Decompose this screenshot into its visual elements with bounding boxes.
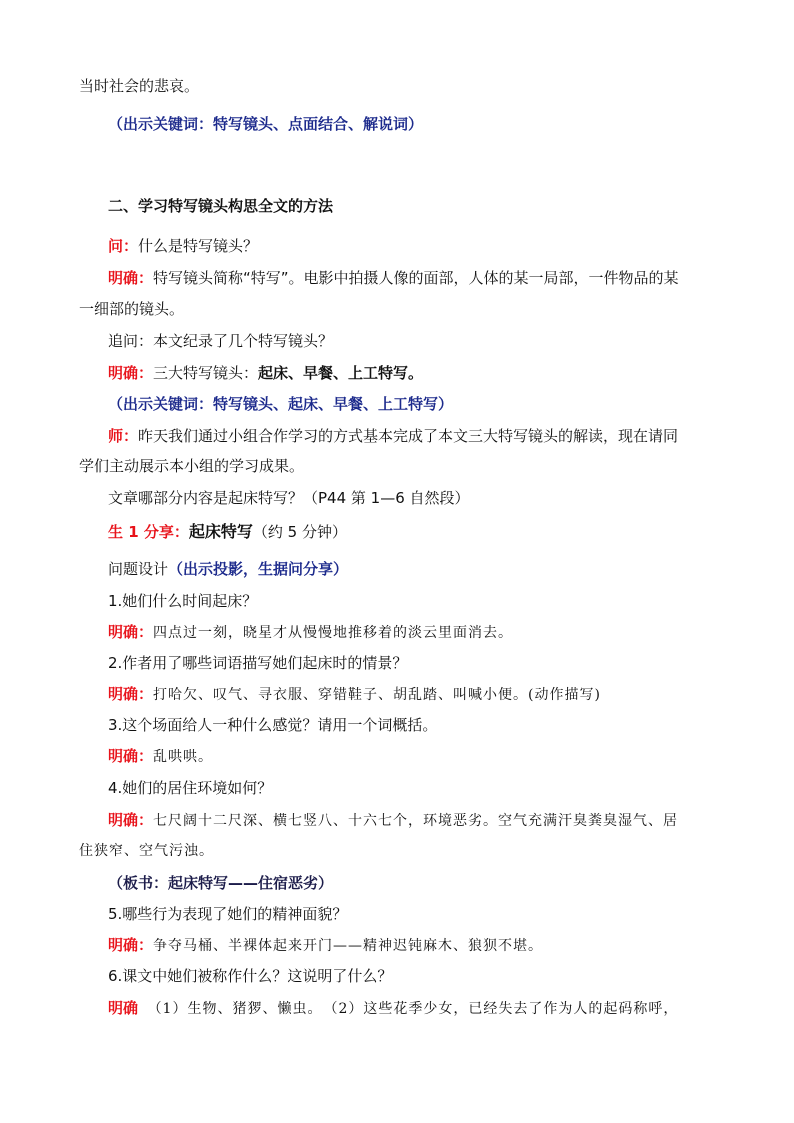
design-question-3: 3.这个场面给人一种什么感觉？请用一个词概括。 [108,716,438,734]
design-question-2: 2.作者用了哪些词语描写她们起床时的情景？ [108,654,408,672]
answer-label: 明确： [108,747,154,765]
question-3: 文章哪部分内容是起床特写？（P44 第 1—6 自然段） [108,489,470,507]
design-answer-1 [108,622,513,643]
answer-label: 明确： [108,811,154,829]
design-answer-5 [108,935,543,956]
design-answer-4-line-2: 住狭窄、空气污浊。 [79,843,214,859]
answer-text: 打哈欠、叹气、寻衣服、穿错鞋子、胡乱踏、叫喊小便。(动作描写) [153,687,601,703]
answer-text: 乱哄哄。 [153,749,214,765]
answer-text: （1）生物、猪猡、懒虫。 （2）这些花季少女，已经失去了作为人的起码称呼， [147,1001,679,1017]
answer-text: 七尺阔十二尺深、横七竖八、十六七个，环境恶劣。空气充满汗臭粪臭湿气、居 [153,813,679,829]
design-label: 问题设计 [108,560,169,578]
follow-up-question: 追问：本文纪录了几个特写镜头？ [108,332,334,350]
answer-text: 特写镜头简称“特写”。电影中拍摄人像的面部，人体的某一局部，一件物品的某 [153,269,679,287]
keywords-note-2: （出示关键词：特写镜头、起床、早餐、上工特写） [108,395,454,413]
teacher-label: 师： [108,427,139,445]
answer-text: 四点过一刻，晓星才从慢慢地推移着的淡云里面消去。 [153,625,514,641]
design-answer-2 [108,684,601,705]
question-1 [108,236,258,256]
student-share-heading [108,522,347,542]
answer-text: 争夺马桶、半裸体起来开门——精神迟钝麻木、狼狈不堪。 [153,938,544,954]
design-note: （出示投影，生据问分享） [168,560,349,578]
answer-1-line-2: 一细部的镜头。 [79,300,185,318]
answer-label: 明确： [108,364,154,382]
share-time: （约 5 分钟） [252,523,347,541]
design-answer-4-line-1 [108,810,678,831]
answer-label: 明确： [108,623,154,641]
blackboard-note: （板书：起床特写——住宿恶劣） [108,874,334,892]
design-question-4: 4.她们的居住环境如何？ [108,779,273,797]
question-design [108,559,348,579]
section-heading: 二、学习特写镜头构思全文的方法 [108,197,334,215]
question-label: 问： [108,237,139,255]
question-text: 什么是特写镜头？ [138,237,259,255]
answer-text: 三大特写镜头： [153,364,259,382]
design-question-5: 5.哪些行为表现了她们的精神面貌？ [108,905,348,923]
teacher-text: 昨天我们通过小组合作学习的方式基本完成了本文三大特写镜头的解读，现在请同 [138,427,679,445]
answer-label: 明确 [108,999,139,1017]
teacher-line-2: 学们主动展示本小组的学习成果。 [79,457,305,475]
answer-label: 明确： [108,269,154,287]
teacher-line-1 [108,426,678,446]
design-answer-6 [108,998,678,1019]
student-label: 生 1 分享： [108,523,189,541]
paragraph-continuation: 当时社会的悲哀。 [79,77,200,95]
share-title: 起床特写 [188,522,253,541]
answer-label: 明确： [108,685,154,703]
answer-2 [108,363,423,383]
answer-label: 明确： [108,936,154,954]
design-question-1: 1.她们什么时间起床？ [108,592,258,610]
keywords-note-1: （出示关键词：特写镜头、点面结合、解说词） [108,115,424,133]
answer-1-line-1 [108,268,679,288]
answer-bold-text: 起床、早餐、上工特写。 [258,364,424,382]
design-question-6: 6.课文中她们被称作什么？这说明了什么？ [108,967,393,985]
design-answer-3 [108,746,213,767]
